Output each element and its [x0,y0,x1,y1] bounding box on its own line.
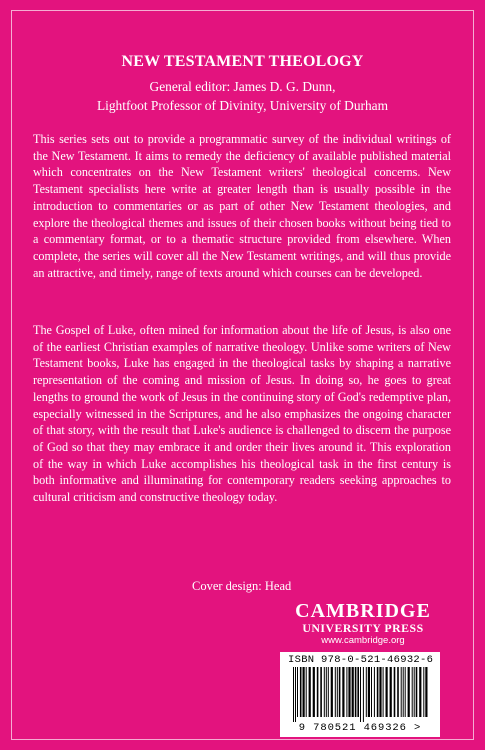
publisher-logo [288,600,438,647]
series-title: NEW TESTAMENT THEOLOGY [121,53,364,70]
book-description: The Gospel of Luke, often mined for information about the life of Jesus, is also one of the earliest Christian examples of narrative theology. Unlike some writers of New Testament books, Luke has engaged in the theological tasks by shaping a narrative representation of the coming and mission of Jesus. In doing so, he goes to great lengths to ground the work of Jesus in the continuing story of God's redemptive plan, especially witnessed in the Scriptures, and he also emphasizes the ongoing character of that story, with the result that Luke's audience is challenged to discern the purpose of God so that they may embrace it and order their lives around it. This exploration of the way in which Luke accomplishes his theological task in the first century is both informative and illuminating for contemporary readers seeking approaches to cultural criticism and constructive theology today. [33,323,451,505]
editor-name: General editor: James D. G. Dunn, [149,79,336,94]
barcode-digits: 9 780521 469326 > [298,722,422,734]
publisher-subname: UNIVERSITY PRESS [302,621,424,635]
barcode-icon [292,667,432,722]
barcode-label [280,652,440,737]
publisher-name: CAMBRIDGE [295,600,431,622]
general-editor [0,77,485,115]
cover-design-credit: Cover design: Head [192,579,292,593]
publisher-url: www.cambridge.org [321,635,405,646]
editor-position: Lightfoot Professor of Divinity, University of Durham [96,98,389,113]
isbn-number: ISBN 978-0-521-46932-6 [288,654,434,666]
series-description: This series sets out to provide a programmatic survey of the individual writings of the New Testament. It aims to remedy the deficiency of available published material which concentrates on the New Testament writers' theological concerns. New Testament specialists here write at greater length than is usually possible in the introduction to commentaries or as part of other New Testament theologies, and explore the theological themes and issues of their chosen books without being tied to a commentary format, or to a thematic structure provided from elsewhere. When complete, the series will cover all the New Testament writings, and will thus provide an attractive, and timely, range of texts around which courses can be developed. [33,132,451,280]
